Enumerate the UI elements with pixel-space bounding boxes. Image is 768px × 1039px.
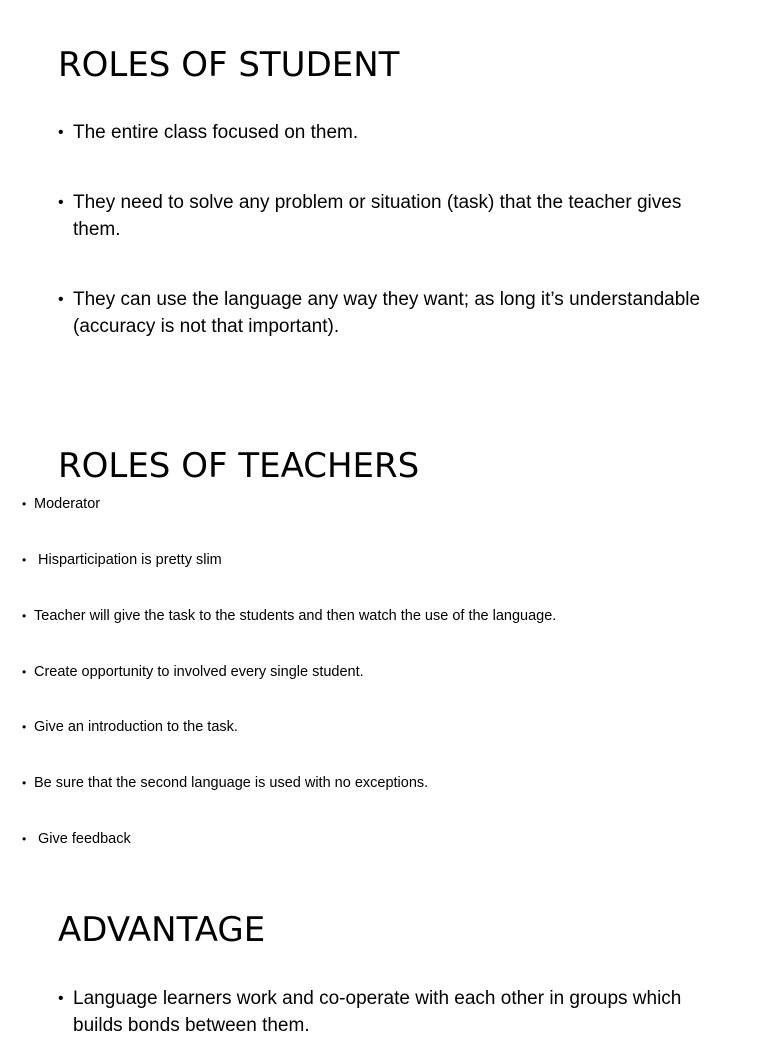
teachers-bullet-text: Give an introduction to the task. — [34, 719, 238, 735]
bullet-marker: • — [58, 291, 64, 308]
bullet-marker: • — [22, 832, 27, 846]
teachers-section-title: ROLES OF TEACHERS — [58, 446, 420, 486]
teachers-bullet-item — [22, 773, 428, 793]
teachers-bullet-item — [22, 829, 131, 849]
bullet-marker: • — [22, 665, 27, 679]
teachers-bullet-item — [22, 606, 556, 626]
bullet-marker: • — [58, 124, 64, 141]
teachers-bullet-text: Create opportunity to involved every single student. — [34, 664, 364, 680]
bullet-marker: • — [22, 720, 27, 734]
student-bullet-text: They need to solve any problem or situation (task) that the teacher gives them. — [73, 192, 682, 240]
advantage-section-title: ADVANTAGE — [58, 910, 266, 950]
bullet-marker: • — [58, 990, 64, 1007]
teachers-bullet-item — [22, 550, 222, 570]
student-bullet-item — [58, 189, 713, 243]
teachers-bullet-text: Moderator — [34, 496, 101, 512]
advantage-bullet-item — [58, 985, 713, 1039]
student-bullet-item — [58, 119, 713, 146]
teachers-bullet-item — [22, 494, 100, 514]
teachers-bullet-text: Hisparticipation is pretty slim — [34, 552, 222, 568]
teachers-bullet-item — [22, 717, 238, 737]
bullet-marker: • — [22, 776, 27, 790]
advantage-bullet-text: Language learners work and co-operate with each other in groups which builds bonds between them. — [73, 988, 682, 1036]
student-bullet-item — [58, 286, 713, 340]
student-bullet-text: They can use the language any way they want; as long it’s understandable (accuracy is not that important). — [73, 289, 701, 337]
teachers-bullet-text: Be sure that the second language is used with no exceptions. — [34, 775, 429, 791]
bullet-marker: • — [22, 497, 27, 511]
student-bullet-text: The entire class focused on them. — [73, 122, 359, 143]
bullet-marker: • — [22, 609, 27, 623]
teachers-bullet-item — [22, 662, 364, 682]
teachers-bullet-text: Teacher will give the task to the students and then watch the use of the language. — [34, 608, 557, 624]
bullet-marker: • — [58, 194, 64, 211]
teachers-bullet-text: Give feedback — [34, 831, 131, 847]
student-section-title: ROLES OF STUDENT — [58, 45, 400, 85]
bullet-marker: • — [22, 553, 27, 567]
